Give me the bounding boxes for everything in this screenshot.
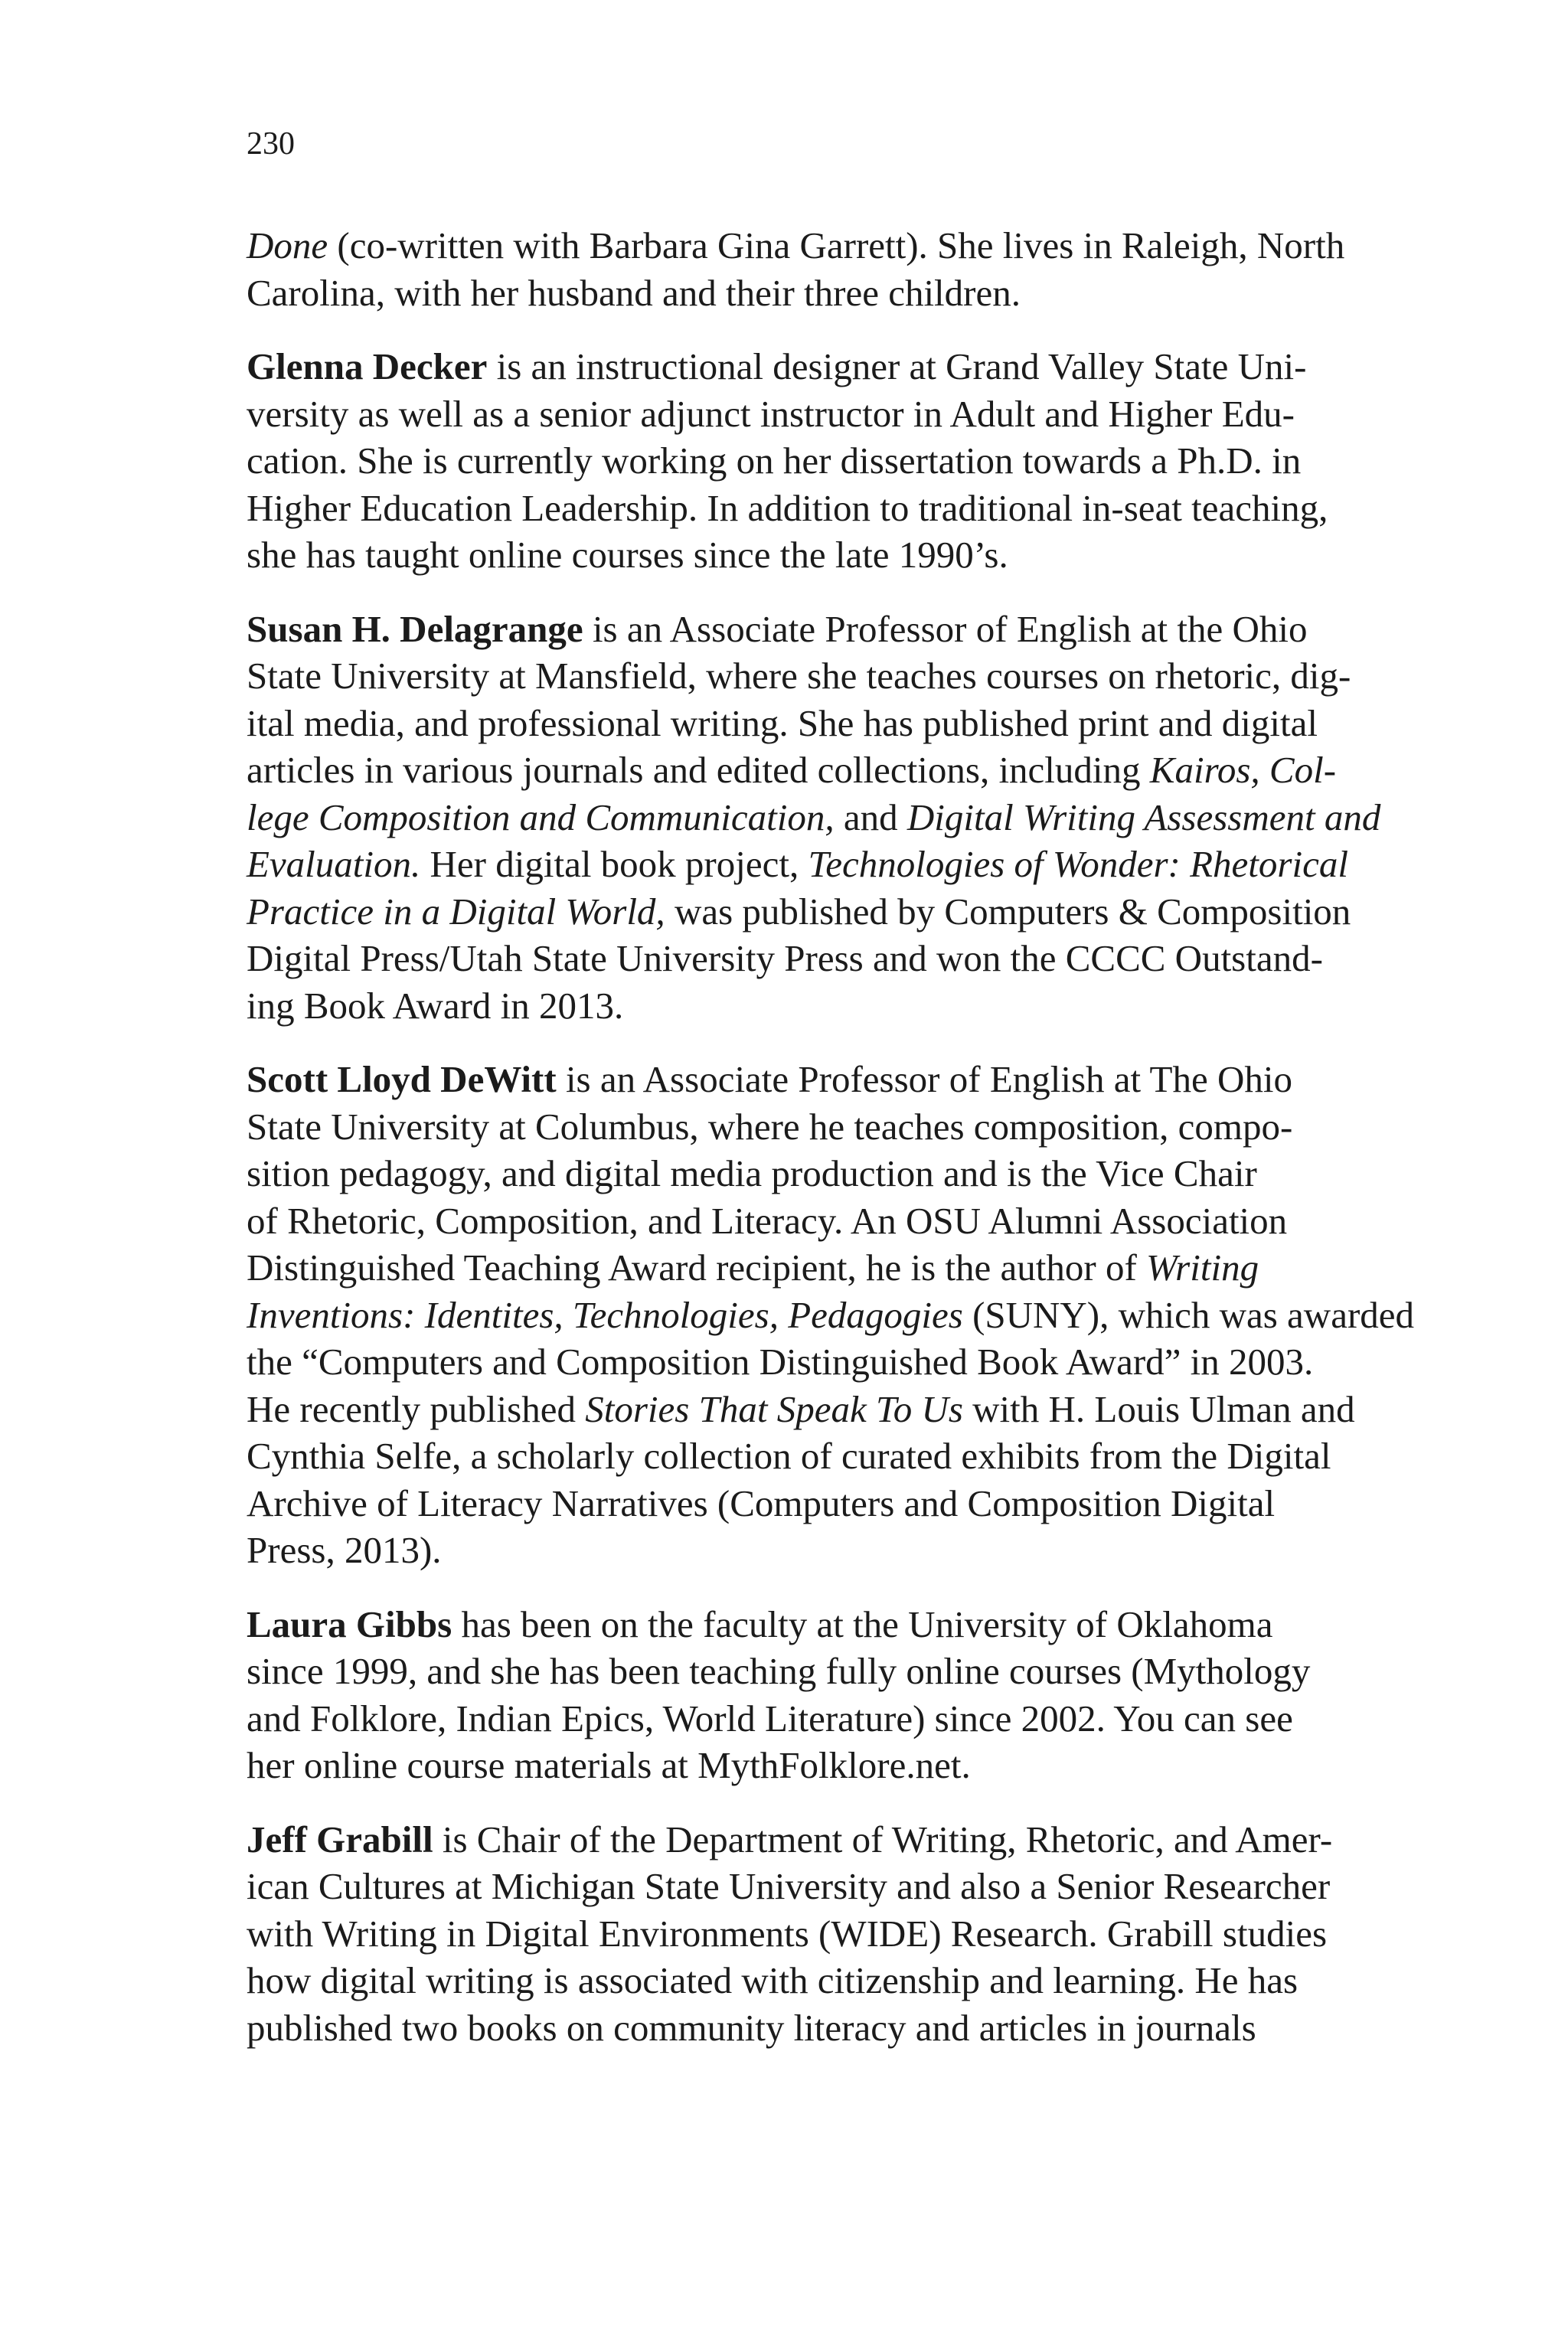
- text-segment: Archive of Literacy Narratives (Computers and Composition Digital: [247, 1481, 1276, 1524]
- text-line: [247, 935, 1323, 982]
- text-segment: State University at Columbus, where he teaches composition, compo-: [247, 1105, 1293, 1148]
- text-segment: ican Cultures at Michigan State University and also a Senior Researcher: [247, 1865, 1331, 1907]
- text-segment: how digital writing is associated with citizenship and learning. He has: [247, 1959, 1298, 2001]
- italic-title: Writing: [1146, 1246, 1259, 1289]
- text-segment: she has taught online courses since the late 1990’s.: [247, 534, 1008, 576]
- text-line: [247, 652, 1351, 700]
- text-segment: He recently published: [247, 1387, 586, 1430]
- text-line: [247, 270, 1318, 317]
- bio-paragraph: [247, 1056, 1415, 1574]
- contributor-name: Susan H. Delagrange: [247, 607, 583, 650]
- text-segment: the “Computers and Composition Distinguished Book Award” in 2003.: [247, 1341, 1314, 1383]
- bio-paragraph: [247, 343, 1328, 579]
- text-line: [247, 1056, 1318, 1103]
- text-line: [247, 390, 1318, 438]
- text-segment: sition pedagogy, and digital media production and is the Vice Chair: [247, 1152, 1257, 1194]
- italic-title: lege Composition and Communication,: [247, 795, 835, 838]
- text-segment: of Rhetoric, Composition, and Literacy. An OSU Alumni Association: [247, 1199, 1288, 1242]
- text-segment: cation. She is currently working on her dissertation towards a Ph.D. in: [247, 439, 1302, 482]
- text-line: [247, 1386, 1355, 1433]
- text-line: [247, 1742, 1318, 1789]
- text-line: [247, 222, 1345, 270]
- italic-title: Evaluation.: [247, 843, 421, 885]
- text-line: [247, 1816, 1333, 1864]
- text-line: [247, 1648, 1318, 1695]
- italic-title: Stories That Speak To Us: [585, 1387, 963, 1430]
- text-segment: Distinguished Teaching Award recipient, he is the author of: [247, 1246, 1147, 1289]
- text-segment: Digital Press/Utah State University Press and won the CCCC Outstand-: [247, 937, 1323, 979]
- contributor-name: Jeff Grabill: [247, 1818, 433, 1860]
- bio-paragraph: [247, 222, 1345, 316]
- text-segment: (SUNY), which was awarded: [962, 1293, 1415, 1336]
- text-segment: Her digital book project,: [420, 843, 808, 885]
- text-segment: has been on the faculty at the University of Oklahoma: [452, 1602, 1273, 1645]
- text-line: [247, 437, 1318, 485]
- text-line: [247, 1695, 1318, 1743]
- text-line: [247, 1957, 1318, 2004]
- text-segment: published two books on community literacy and articles in journals: [247, 2006, 1256, 2049]
- text-line: [247, 700, 1318, 747]
- text-line: [247, 1432, 1331, 1480]
- text-segment: is an instructional designer at Grand Valley State Uni-: [487, 345, 1307, 387]
- bio-paragraph: [247, 1816, 1333, 2052]
- bio-paragraph: [247, 606, 1381, 1030]
- text-segment: ing Book Award in 2013.: [247, 984, 624, 1027]
- italic-title: Done: [247, 224, 328, 266]
- text-line: [247, 2004, 1318, 2052]
- text-line: [247, 531, 1318, 579]
- text-segment: State University at Mansfield, where she teaches courses on rhetoric, dig-: [247, 655, 1351, 697]
- contributor-name: Scott Lloyd DeWitt: [247, 1058, 557, 1100]
- text-line: [247, 746, 1337, 794]
- text-line: [247, 1244, 1318, 1292]
- text-line: [247, 1292, 1415, 1339]
- text-segment: Carolina, with her husband and their three children.: [247, 271, 1021, 314]
- text-segment: with H. Louis Ulman and: [962, 1387, 1355, 1430]
- text-line: [247, 1150, 1318, 1197]
- text-segment: is an Associate Professor of English at The Ohio: [556, 1058, 1292, 1100]
- text-segment: her online course materials at MythFolklore.net.: [247, 1744, 971, 1786]
- text-line: [247, 1103, 1318, 1151]
- italic-title: Technologies of Wonder: Rhetorical: [808, 843, 1348, 885]
- text-line: [247, 1863, 1331, 1910]
- contributor-bios: [247, 222, 1415, 2078]
- text-line: [247, 343, 1318, 390]
- italic-title: Digital Writing Assessment and: [906, 795, 1381, 838]
- text-line: [247, 888, 1351, 936]
- text-line: [247, 1601, 1318, 1648]
- text-line: [247, 1197, 1318, 1245]
- text-segment: articles in various journals and edited collections, including: [247, 749, 1150, 791]
- text-segment: is Chair of the Department of Writing, Rhetoric, and Amer-: [433, 1818, 1333, 1860]
- text-segment: versity as well as a senior adjunct instructor in Adult and Higher Edu-: [247, 392, 1295, 435]
- text-line: [247, 982, 1318, 1030]
- page-number: 230: [247, 126, 295, 162]
- italic-title: Practice in a Digital World,: [247, 890, 665, 933]
- text-segment: ital media, and professional writing. She has published print and digital: [247, 701, 1318, 744]
- text-segment: was published by Computers & Composition: [665, 890, 1351, 933]
- contributor-name: Laura Gibbs: [247, 1602, 452, 1645]
- italic-title: Kairos, Col-: [1149, 749, 1337, 791]
- text-line: [247, 606, 1318, 653]
- bio-paragraph: [247, 1601, 1318, 1789]
- text-segment: with Writing in Digital Environments (WIDE) Research. Grabill studies: [247, 1912, 1328, 1955]
- text-segment: since 1999, and she has been teaching fully online courses (Mythology: [247, 1650, 1311, 1692]
- text-segment: Cynthia Selfe, a scholarly collection of curated exhibits from the Digital: [247, 1435, 1331, 1477]
- text-line: [247, 841, 1348, 888]
- text-segment: Press, 2013).: [247, 1529, 442, 1571]
- text-segment: is an Associate Professor of English at the Ohio: [583, 607, 1308, 650]
- text-segment: and Folklore, Indian Epics, World Literature) since 2002. You can see: [247, 1697, 1293, 1740]
- text-line: [247, 1527, 1318, 1574]
- text-line: [247, 1338, 1318, 1386]
- text-line: [247, 485, 1328, 532]
- text-segment: (co-written with Barbara Gina Garrett). She lives in Raleigh, North: [328, 224, 1345, 266]
- italic-title: Inventions: Identites, Technologies, Pedagogies: [247, 1293, 963, 1336]
- text-segment: and: [834, 795, 907, 838]
- text-line: [247, 1480, 1318, 1527]
- text-line: [247, 1910, 1328, 1958]
- text-segment: Higher Education Leadership. In addition to traditional in-seat teaching,: [247, 486, 1328, 529]
- text-line: [247, 794, 1381, 841]
- contributor-name: Glenna Decker: [247, 345, 488, 387]
